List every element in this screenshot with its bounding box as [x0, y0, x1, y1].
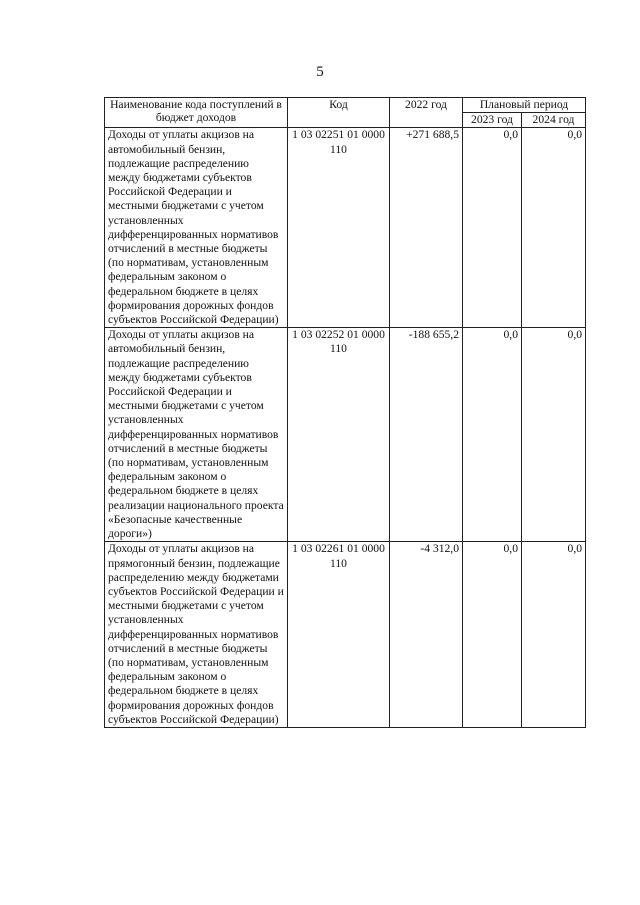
table-row: [105, 128, 586, 328]
header-code: Код: [288, 98, 390, 128]
header-2022: 2022 год: [390, 98, 463, 128]
row-value-2022: -188 655,2: [390, 328, 463, 542]
row-value-2024: 0,0: [522, 328, 586, 542]
row-code: 1 03 02261 01 0000 110: [288, 542, 390, 728]
row-value-2022: +271 688,5: [390, 128, 463, 328]
table-row: [105, 542, 586, 728]
header-planned-period: Плановый период: [463, 98, 586, 113]
row-value-2023: 0,0: [463, 542, 522, 728]
header-2024: 2024 год: [522, 113, 586, 128]
row-name: Доходы от уплаты акцизов на автомобильный бензин, подлежащие распределению между бюджетами субъектов Российской Федерации и местными бюджетами с учетом установленных дифференцированных нормативов отчислений в местные бюджеты (по нормативам, установленным федеральным законом о федеральном бюджете в целях формирования дорожных фондов субъектов Российской Федерации): [105, 128, 288, 328]
revenue-table: [104, 97, 586, 728]
header-name: Наименование кода поступлений в бюджет доходов: [105, 98, 288, 128]
row-value-2024: 0,0: [522, 128, 586, 328]
row-value-2024: 0,0: [522, 542, 586, 728]
row-name: Доходы от уплаты акцизов на автомобильный бензин, подлежащие распределению между бюджетами субъектов Российской Федерации и местными бюджетами с учетом установленных дифференцированных нормативов отчислений в местные бюджеты (по нормативам, установленным федеральным законом о федеральном бюджете в целях реализации национального проекта «Безопасные качественные дороги»): [105, 328, 288, 542]
row-value-2022: -4 312,0: [390, 542, 463, 728]
page-number: 5: [316, 64, 324, 80]
row-code: 1 03 02251 01 0000 110: [288, 128, 390, 328]
table-row: [105, 328, 586, 542]
header-2023: 2023 год: [463, 113, 522, 128]
row-value-2023: 0,0: [463, 328, 522, 542]
row-value-2023: 0,0: [463, 128, 522, 328]
row-code: 1 03 02252 01 0000 110: [288, 328, 390, 542]
row-name: Доходы от уплаты акцизов на прямогонный бензин, подлежащие распределению между бюджетами субъектов Российской Федерации и местными бюджетами с учетом установленных дифференцированных нормативов отчислений в местные бюджеты (по нормативам, установленным федеральным законом о федеральном бюджете в целях формирования дорожных фондов субъектов Российской Федерации): [105, 542, 288, 728]
